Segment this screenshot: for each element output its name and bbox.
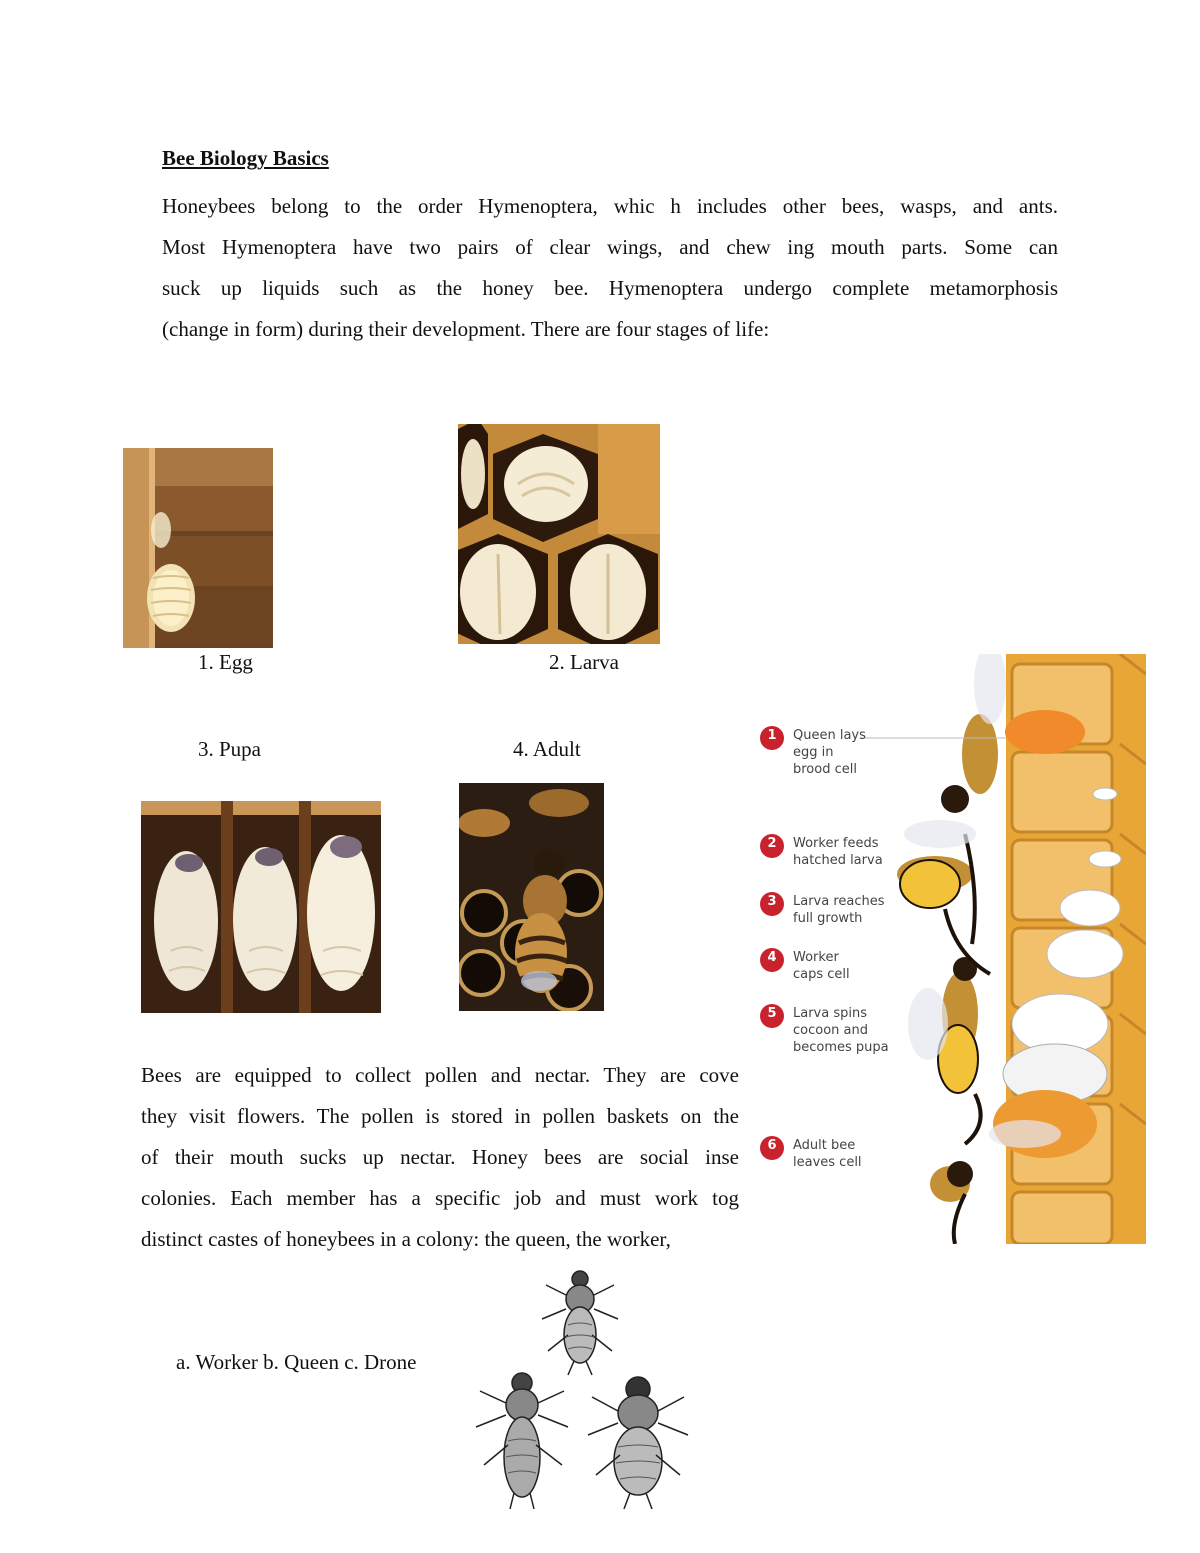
stage-caption-adult: 4. Adult — [513, 737, 581, 761]
step-number-badge: 5 — [767, 1006, 777, 1021]
lifecycle-step — [761, 835, 883, 868]
lifecycle-step — [761, 893, 885, 926]
step-number-badge: 6 — [767, 1138, 777, 1153]
lifecycle-step — [761, 1137, 862, 1170]
body-line: distinct castes of honeybees in a colony: the queen, the worker, — [141, 1227, 671, 1251]
step-text: Worker caps cell — [793, 950, 850, 982]
bee-castes-drawing — [470, 1265, 695, 1515]
body-line: of their mouth sucks up nectar. Honey bees are social inse — [141, 1145, 739, 1169]
step-number-badge: 3 — [767, 894, 777, 909]
intro-line: Most Hymenoptera have two pairs of clear wings, and chew ing mouth parts. Some can — [162, 235, 1058, 259]
body-line: they visit flowers. The pollen is stored in pollen baskets on the — [141, 1104, 739, 1128]
larva-photo — [458, 424, 660, 644]
step-text: Larva spins cocoon and becomes pupa — [793, 1006, 889, 1055]
document-heading: Bee Biology Basics — [162, 146, 329, 170]
intro-line: suck up liquids such as the honey bee. Hymenoptera undergo complete metamorphosis — [162, 276, 1058, 300]
castes-caption: a. Worker b. Queen c. Drone — [176, 1350, 417, 1374]
step-text: Worker feeds hatched larva — [793, 836, 883, 868]
intro-line: (change in form) during their development. There are four stages of life: — [162, 317, 770, 341]
adult-bee-photo — [459, 783, 604, 1011]
body-paragraph — [141, 1055, 739, 1260]
intro-line: Honeybees belong to the order Hymenoptera, whic h includes other bees, wasps, and ants. — [162, 194, 1058, 218]
stage-caption-pupa: 3. Pupa — [198, 737, 261, 761]
step-number-badge: 4 — [767, 950, 777, 965]
lifecycle-diagram — [750, 654, 1146, 1244]
body-line: colonies. Each member has a specific job and must work tog — [141, 1186, 739, 1210]
intro-paragraph — [162, 186, 1058, 350]
step-number-badge: 1 — [767, 728, 777, 743]
lifecycle-step — [761, 727, 866, 777]
lifecycle-step — [761, 949, 861, 982]
step-number-badge: 2 — [767, 836, 777, 851]
pupa-photo — [141, 801, 381, 1013]
lifecycle-step — [761, 1005, 889, 1055]
step-text: Queen lays egg in brood cell — [793, 728, 866, 777]
stage-caption-egg: 1. Egg — [198, 650, 253, 674]
step-text: Larva reaches full growth — [793, 894, 885, 926]
step-text: Adult bee leaves cell — [793, 1138, 862, 1170]
body-line: Bees are equipped to collect pollen and nectar. They are cove — [141, 1063, 739, 1087]
egg-photo — [123, 448, 273, 648]
stage-caption-larva: 2. Larva — [549, 650, 619, 674]
